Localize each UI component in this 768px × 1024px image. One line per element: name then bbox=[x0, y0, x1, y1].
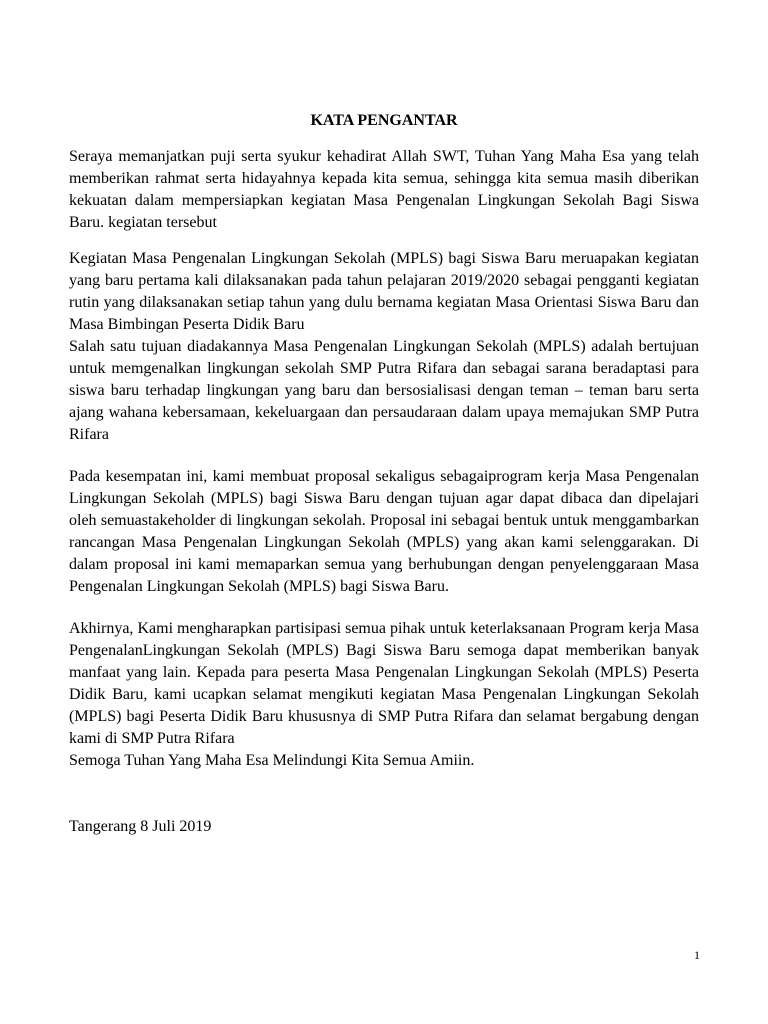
paragraph-mpls-intro: Kegiatan Masa Pengenalan Lingkungan Sekolah (MPLS) bagi Siswa Baru meruapakan kegiatan yang baru pertama kali dilaksanakan pada tahun pelajaran 2019/2020 sebagai pengganti kegiatan rutin yang dilaksanakan setiap tahun yang dulu bernama kegiatan Masa Orientasi Siswa Baru dan Masa Bimbingan Peserta Didik Baru bbox=[69, 250, 699, 333]
paragraph-mpls-purpose: Salah satu tujuan diadakannya Masa Pengenalan Lingkungan Sekolah (MPLS) adalah bertujuan untuk memgenalkan lingkungan sekolah SMP Putra Rifara dan sebagai sarana beradaptasi para siswa baru terhadap lingkungan yang baru dan bersosialisasi dengan teman – teman baru serta ajang wahana kebersamaan, kekeluargaan dan persaudaraan dalam upaya memajukan SMP Putra Rifara bbox=[69, 338, 699, 443]
document-body bbox=[69, 110, 699, 838]
paragraph-closing: Akhirnya, Kami mengharapkan partisipasi semua pihak untuk keterlaksanaan Program kerja Masa PengenalanLingkungan Sekolah (MPLS) Bagi Siswa Baru semoga dapat memberikan banyak manfaat yang lain. Kepada para peserta Masa Pengenalan Lingkungan Sekolah (MPLS) Peserta Didik Baru, kami ucapkan selamat mengikuti kegiatan Masa Pengenalan Lingkungan Sekolah (MPLS) bagi Peserta Didik Baru khususnya di SMP Putra Rifara dan selamat bergabung dengan kami di SMP Putra Rifara bbox=[69, 620, 699, 747]
paragraph-gap bbox=[69, 598, 699, 618]
paragraph-opening: Seraya memanjatkan puji serta syukur kehadirat Allah SWT, Tuhan Yang Maha Esa yang telah memberikan rahmat serta hidayahnya kepada kita semua, sehingga kita semua masih diberikan kekuatan dalam mempersiapkan kegiatan Masa Pengenalan Lingkungan Sekolah Bagi Siswa Baru. kegiatan tersebut bbox=[69, 148, 699, 231]
paragraph-gap bbox=[69, 772, 699, 816]
page-title: KATA PENGANTAR bbox=[310, 112, 458, 129]
paragraph-gap bbox=[69, 446, 699, 466]
paragraph-blessing: Semoga Tuhan Yang Maha Esa Melindungi Kita Semua Amiin. bbox=[69, 752, 475, 769]
date-line: Tangerang 8 Juli 2019 bbox=[69, 818, 212, 835]
paragraph-gap bbox=[69, 234, 699, 248]
page-number: 1 bbox=[694, 948, 700, 962]
paragraph-proposal: Pada kesempatan ini, kami membuat proposal sekaligus sebagaiprogram kerja Masa Pengenalan Lingkungan Sekolah (MPLS) bagi Siswa Baru dengan tujuan agar dapat dibaca dan dipelajari oleh semuastakeholder di lingkungan sekolah. Proposal ini sebagai bentuk untuk menggambarkan rancangan Masa Pengenalan Lingkungan Sekolah (MPLS) yang akan kami selenggarakan. Di dalam proposal ini kami memaparkan semua yang berhubungan dengan penyelenggaraan Masa Pengenalan Lingkungan Sekolah (MPLS) bagi Siswa Baru. bbox=[69, 468, 699, 595]
